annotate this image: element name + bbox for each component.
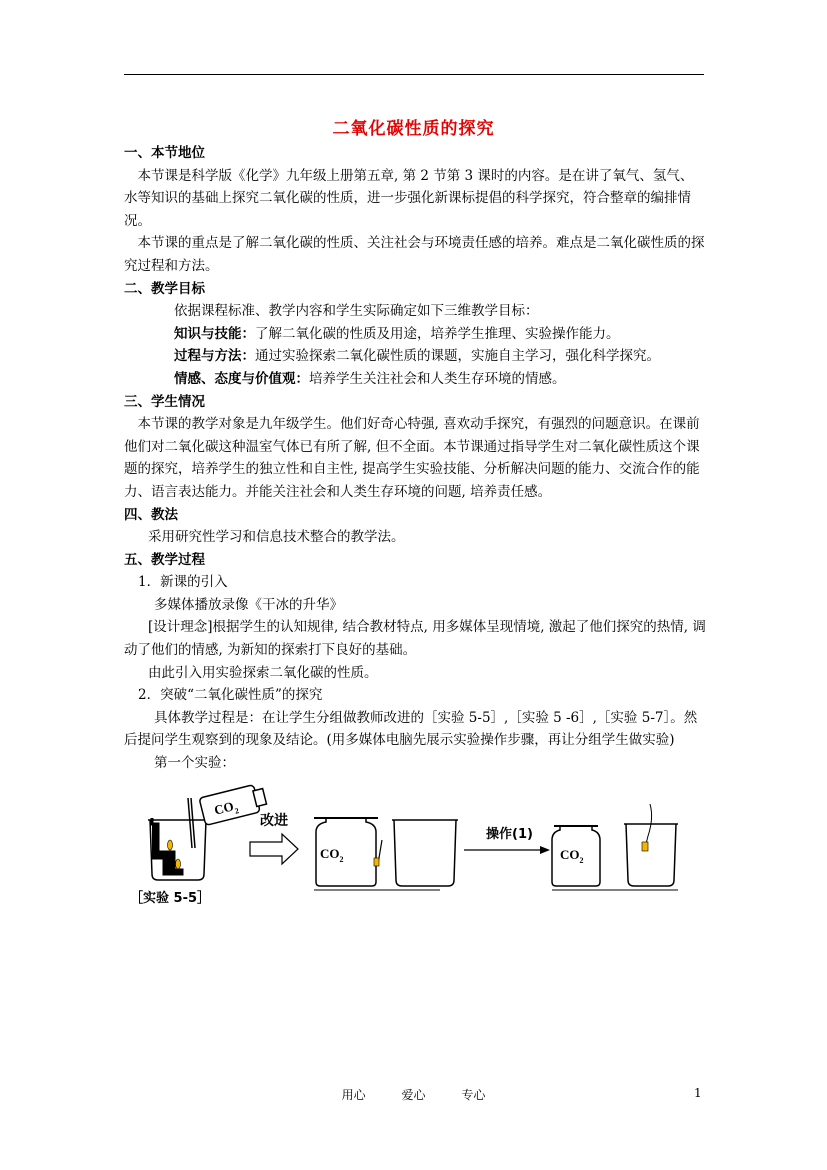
co2-label: $CO_2$ bbox=[212, 798, 240, 818]
goal-label: 知识与技能： bbox=[174, 325, 255, 342]
hollow-arrow bbox=[250, 834, 298, 864]
footer-word: 用心 bbox=[341, 1088, 366, 1102]
figure-caption: ［实验 5-5］ bbox=[130, 891, 211, 906]
page-number: 1 bbox=[694, 1086, 702, 1100]
paragraph: [设计理念]根据学生的认知规律, 结合教材特点, 用多媒体呈现情境, 激起了他们探究的热情, 调动了他们的情感, 为新知的探索打下良好的基础。 bbox=[124, 619, 706, 659]
paragraph: 多媒体播放录像《干冰的升华》 bbox=[154, 596, 343, 613]
footer-word: 爱心 bbox=[401, 1088, 426, 1102]
goal-text: 通过实验探索二氧化碳性质的课题，实施自主学习，强化科学探究。 bbox=[255, 348, 660, 365]
page-footer bbox=[0, 1086, 827, 1103]
section-heading-1: 一、本节地位 bbox=[124, 145, 205, 161]
header-rule bbox=[124, 74, 704, 75]
list-item: 1．新课的引入 bbox=[138, 574, 228, 591]
candle-stick bbox=[374, 840, 382, 866]
section-heading-4: 四、教法 bbox=[124, 506, 178, 523]
goal-process bbox=[124, 345, 706, 368]
goal-label: 情感、态度与价值观： bbox=[174, 370, 309, 387]
empty-beaker bbox=[624, 824, 678, 886]
paragraph: 由此引入用实验探索二氧化碳的性质。 bbox=[148, 664, 378, 681]
paragraph: 本节课的教学对象是九年级学生。他们好奇心特强, 喜欢动手探究，有强烈的问题意识。在课前他们对二氧化碳这种温室气体已有所了解, 但不全面。本节课通过指导学生对二氧化碳性质这个课题的探究，培养学生的独立性和自主性, 提高学生实验技能、分析解决问题的能力、交流合作的能力、语言表达能力。并能关注社会和人类生存环境的问题, 培养责任感。 bbox=[124, 416, 700, 500]
paragraph: 采用研究性学习和信息技术整合的教学法。 bbox=[148, 529, 405, 546]
goals-intro: 依据课程标准、教学内容和学生实际确定如下三维教学目标： bbox=[174, 303, 539, 320]
paragraph: 本节课是科学版《化学》九年级上册第五章, 第 2 节第 3 课时的内容。是在讲了氧气、氢气、水等知识的基础上探究二氧化碳的性质，进一步强化新课标提倡的科学探究，符合整章的编排情况。 bbox=[124, 167, 694, 229]
goal-label: 过程与方法： bbox=[174, 348, 255, 365]
document-body bbox=[124, 142, 706, 775]
footer-word: 专心 bbox=[461, 1088, 486, 1102]
goal-knowledge bbox=[124, 323, 706, 346]
section-heading-2: 二、教学目标 bbox=[124, 280, 205, 297]
empty-beaker bbox=[392, 820, 458, 886]
paragraph: 本节课的重点是了解二氧化碳的性质、关注社会与环境责任感的培养。难点是二氧化碳性质的探究过程和方法。 bbox=[124, 235, 705, 274]
goal-text: 培养学生关注社会和人类生存环境的情感。 bbox=[309, 370, 566, 387]
operation-label: 操作(1) bbox=[486, 827, 533, 842]
co2-label: $CO_2$ bbox=[560, 847, 584, 865]
paragraph: 第一个实验： bbox=[154, 755, 235, 772]
goal-emotion bbox=[124, 368, 706, 391]
improve-label: 改进 bbox=[260, 813, 288, 829]
hanging-candle bbox=[642, 804, 652, 851]
goal-text: 了解二氧化碳的性质及用途，培养学生推理、实验操作能力。 bbox=[255, 325, 620, 342]
section-heading-3: 三、学生情况 bbox=[124, 393, 205, 410]
experiment-diagram bbox=[130, 778, 690, 908]
co2-label: $CO_2$ bbox=[320, 846, 344, 864]
paragraph: 具体教学过程是：在让学生分组做教师改进的［实验 5-5］,［实验 5 -6］,［实验 5-7］。然后提问学生观察到的现象及结论。(用多媒体电脑先展示实验操作步骤，再让分组学生做实验) bbox=[124, 709, 698, 749]
section-heading-5: 五、教学过程 bbox=[124, 551, 205, 568]
co2-bottle-pouring bbox=[199, 783, 268, 826]
list-item: 2．突破“二氧化碳性质”的探究 bbox=[138, 687, 323, 704]
page-title: 二氧化碳性质的探究 bbox=[332, 119, 495, 139]
